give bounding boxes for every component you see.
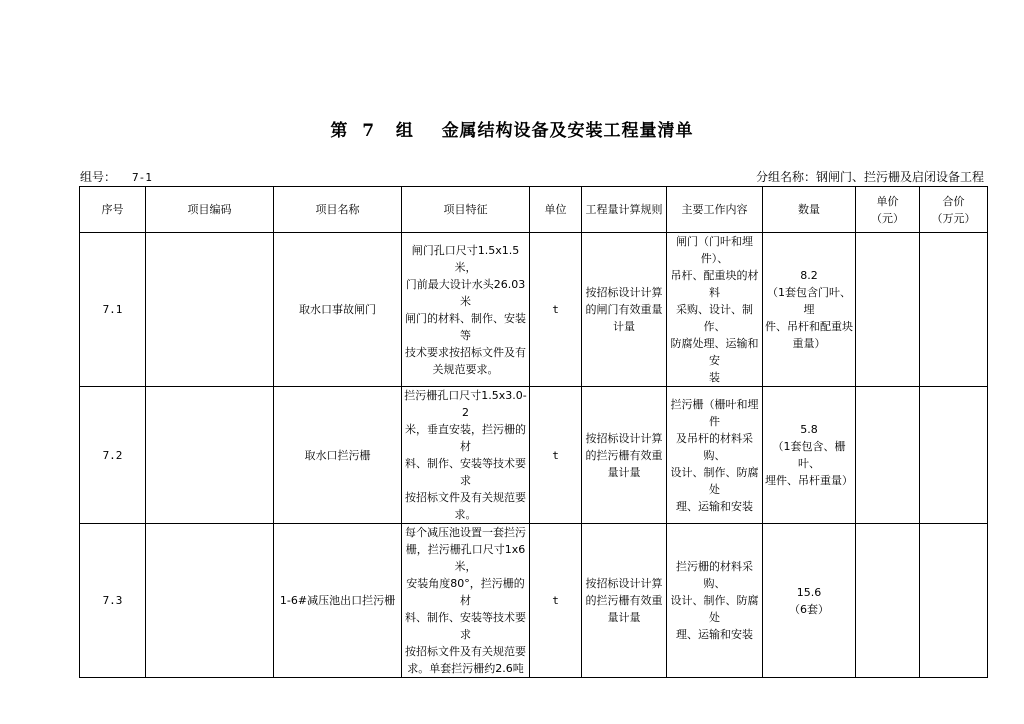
- header-seq: 序号: [80, 187, 146, 233]
- cell-feature: [402, 524, 530, 678]
- qty-line: 15.6: [796, 585, 822, 599]
- header-unit-price-label: 单价: [876, 194, 899, 208]
- qty-line: 8.2: [800, 269, 818, 282]
- qty-line: 件、吊杆和配重块: [765, 320, 853, 333]
- feature-line: 关规范要求。: [432, 362, 499, 376]
- feature-line: 求。单套拦污栅约2.6吨: [407, 662, 524, 675]
- cell-total-price: [920, 387, 988, 524]
- feature-line: 门前最大设计水头26.03米: [405, 277, 526, 308]
- rule-line: 量计量: [607, 465, 641, 479]
- header-unit-price-unit: （元）: [871, 211, 904, 225]
- work-line: 设计、制作、防腐处: [670, 594, 759, 624]
- feature-line: 米，垂直安装，拦污栅的材: [405, 423, 526, 453]
- feature-line: 按招标文件及有关规范要: [405, 491, 526, 504]
- cell-work: [667, 387, 763, 524]
- feature-line: 技术要求按招标文件及有: [405, 345, 526, 359]
- cell-rule: [582, 524, 667, 678]
- header-work: 主要工作内容: [667, 187, 763, 233]
- cell-unit-price: [856, 233, 920, 387]
- cell-unit: t: [530, 233, 582, 387]
- cell-name: 取水口事故闸门: [274, 233, 402, 387]
- cell-code: [146, 233, 274, 387]
- rule-line: 按招标设计计算: [585, 286, 663, 299]
- cell-code: [146, 387, 274, 524]
- cell-total-price: [920, 524, 988, 678]
- work-line: 拦污栅的材料采购、: [676, 560, 753, 590]
- header-total-price: [920, 187, 988, 233]
- header-unit: 单位: [530, 187, 582, 233]
- title-main: 金属结构设备及安装工程量清单: [441, 121, 694, 141]
- rule-line: 按招标设计计算: [585, 431, 663, 445]
- cell-qty: [763, 524, 856, 678]
- rule-line: 量计量: [607, 611, 641, 624]
- rule-line: 计量: [613, 320, 635, 333]
- qty-line: （6套）: [789, 602, 829, 616]
- header-rule: 工程量计算规则: [582, 187, 667, 233]
- work-line: 拦污栅（栅叶和埋件: [670, 397, 759, 428]
- cell-unit: t: [530, 524, 582, 678]
- cell-work: [667, 233, 763, 387]
- qty-line: 重量）: [792, 337, 826, 350]
- qty-line: （1套包含、栅叶、: [772, 440, 846, 470]
- title-number: 7: [362, 121, 376, 141]
- feature-line: 每个减压池设置一套拦污: [405, 526, 526, 539]
- work-line: 装: [709, 371, 720, 384]
- work-line: 吊杆、配重块的材料: [670, 269, 759, 299]
- cell-total-price: [920, 233, 988, 387]
- feature-line: 料、制作、安装等技术要求: [405, 457, 526, 487]
- qty-line: 埋件、吊杆重量）: [765, 474, 853, 487]
- rule-line: 的拦污栅有效重: [585, 594, 663, 607]
- group-code: 7-1: [132, 171, 152, 184]
- header-qty: 数量: [763, 187, 856, 233]
- header-total-price-unit: （万元）: [931, 211, 976, 225]
- cell-qty: [763, 387, 856, 524]
- feature-line: 求。: [454, 508, 477, 521]
- title-prefix: 第: [330, 121, 349, 141]
- cell-work: [667, 524, 763, 678]
- cell-rule: [582, 233, 667, 387]
- cell-name: 1-6#减压池出口拦污栅: [274, 524, 402, 678]
- cell-qty: [763, 233, 856, 387]
- feature-line: 闸门的材料、制作、安装等: [405, 311, 526, 342]
- work-line: 及吊杆的材料采购、: [676, 431, 753, 462]
- table-row: [80, 524, 988, 678]
- header-name: 项目名称: [274, 187, 402, 233]
- cell-unit-price: [856, 387, 920, 524]
- table-row: [80, 233, 988, 387]
- cell-rule: [582, 387, 667, 524]
- table-row: [80, 387, 988, 524]
- work-line: 理、运输和安装: [676, 628, 753, 641]
- header-unit-price: [856, 187, 920, 233]
- cell-name: 取水口拦污栅: [274, 387, 402, 524]
- cell-unit: t: [530, 387, 582, 524]
- page-title: [0, 116, 1024, 141]
- feature-line: 栅，拦污栅孔口尺寸1x6米，: [405, 543, 526, 573]
- work-line: 闸门（门叶和埋件）、: [676, 235, 753, 265]
- feature-line: 拦污栅孔口尺寸1.5x3.0-2: [404, 389, 527, 419]
- feature-line: 闸门孔口尺寸1.5x1.5米，: [411, 243, 520, 274]
- subgroup-name: 分组名称：钢闸门、拦污栅及启闭设备工程: [755, 170, 984, 184]
- cell-seq: 7.1: [80, 233, 146, 387]
- group-label: 组号：: [80, 170, 117, 184]
- cell-unit-price: [856, 524, 920, 678]
- rule-line: 按招标设计计算: [585, 577, 663, 590]
- cell-feature: [402, 387, 530, 524]
- cell-seq: 7.3: [80, 524, 146, 678]
- table-header-row: [80, 187, 988, 233]
- feature-line: 按招标文件及有关规范要: [405, 645, 526, 658]
- cell-seq: 7.2: [80, 387, 146, 524]
- cell-feature: [402, 233, 530, 387]
- work-line: 采购、设计、制作、: [676, 303, 753, 333]
- rule-line: 的拦污栅有效重: [585, 448, 663, 462]
- header-total-price-label: 合价: [942, 194, 965, 208]
- qty-line: （1套包含门叶、埋: [767, 286, 851, 316]
- header-code: 项目编码: [146, 187, 274, 233]
- bill-of-quantities-table: [79, 186, 988, 678]
- work-line: 理、运输和安装: [676, 499, 753, 513]
- cell-code: [146, 524, 274, 678]
- work-line: 设计、制作、防腐处: [670, 465, 759, 496]
- rule-line: 的闸门有效重量: [585, 303, 663, 316]
- group-number: [80, 168, 152, 185]
- feature-line: 安装角度80°，拦污栅的材: [406, 577, 525, 607]
- feature-line: 料、制作、安装等技术要求: [405, 611, 526, 641]
- header-feature: 项目特征: [402, 187, 530, 233]
- title-group: 组: [395, 121, 414, 141]
- work-line: 防腐处理、运输和安: [670, 337, 759, 367]
- qty-line: 5.8: [800, 423, 818, 436]
